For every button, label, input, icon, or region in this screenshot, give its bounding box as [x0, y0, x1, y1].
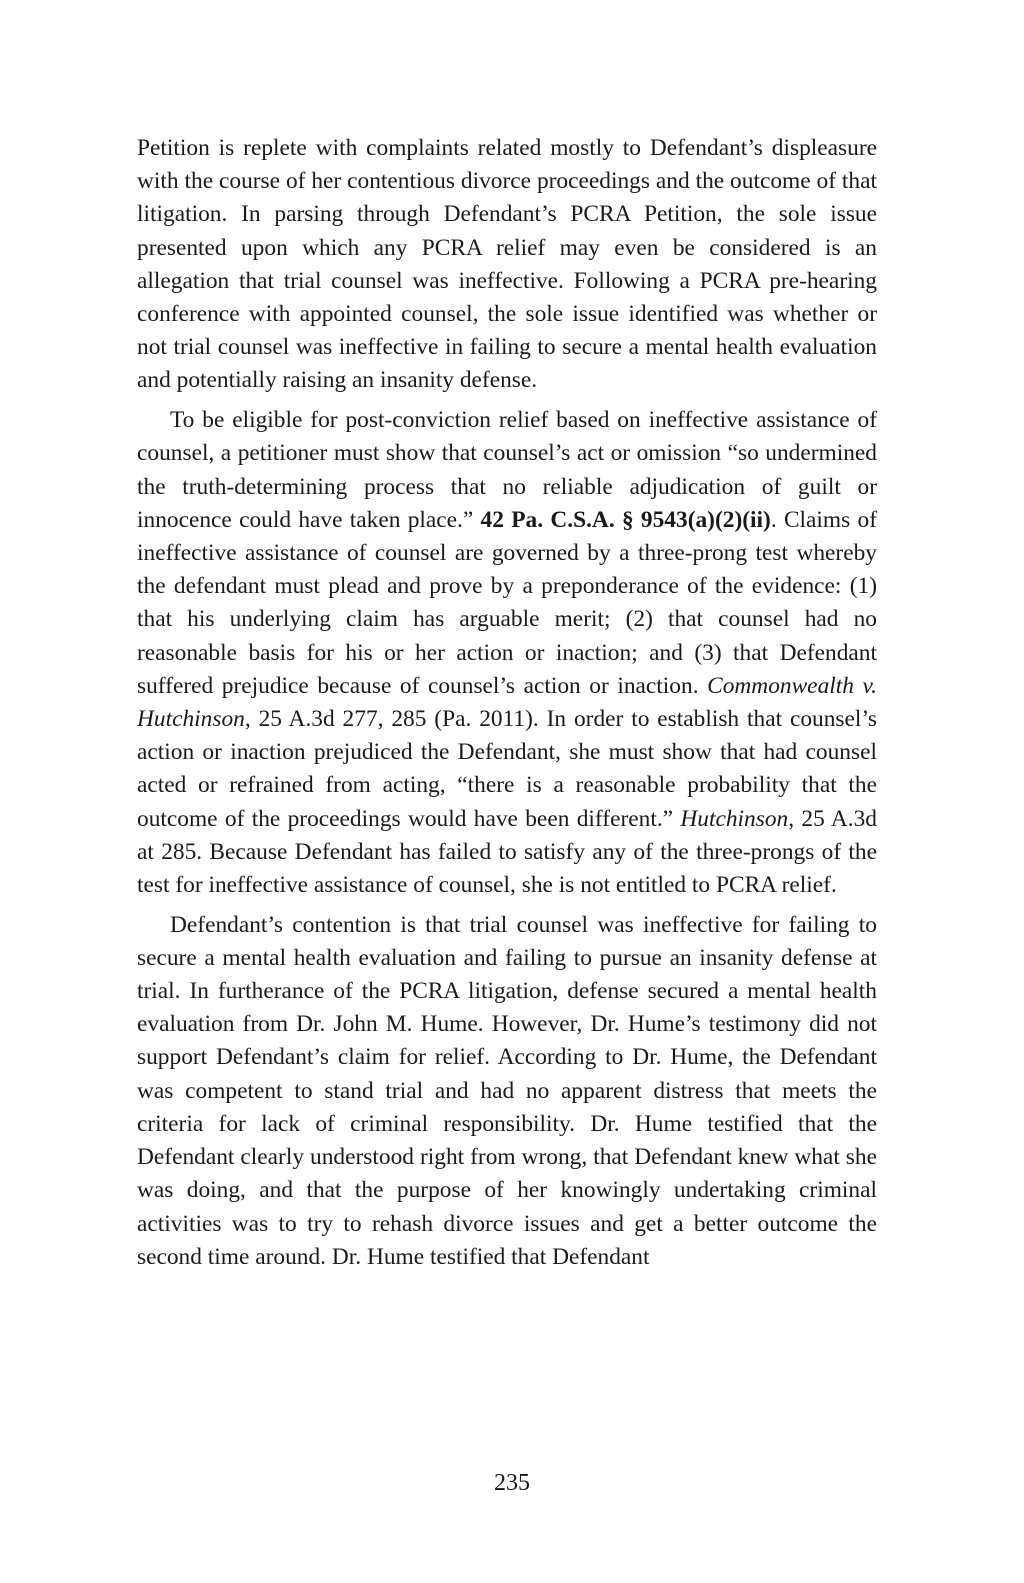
body-text	[137, 132, 877, 1280]
page-number: 235	[494, 1470, 530, 1496]
paragraph-3: Defendant’s contention is that trial counsel was ineffective for failing to secure a mental health evaluation and failing to pursue an insanity defense at trial. In furtherance of the PCRA litigation, defense secured a mental health evaluation from Dr. John M. Hume. However, Dr. Hume’s testimony did not support Defendant’s claim for relief. According to Dr. Hume, the Defendant was competent to stand trial and had no apparent distress that meets the criteria for lack of criminal responsibility. Dr. Hume testified that the Defendant clearly understood right from wrong, that Defendant knew what she was doing, and that the purpose of her knowingly undertaking criminal activities was to try to rehash divorce issues and get a better outcome the second time around. Dr. Hume testified that Defendant	[137, 911, 877, 1270]
paragraph-2-text-c: , 25 A.3d 277, 285 (Pa. 2011). In order to establish that counsel’s action or inaction prejudiced the Defendant, she must show that had counsel acted or refrained from acting, “there is a reasonable probability that the outcome of the proceedings would have been different.”	[137, 705, 877, 832]
case-short-citation: Hutchinson	[680, 805, 789, 832]
case-citation: Commonwealth v. Hutchinson	[137, 672, 878, 732]
paragraph-2	[137, 404, 877, 902]
statute-citation: 42 Pa. C.S.A. § 9543(a)(2)(ii)	[480, 506, 771, 533]
paragraph-2-text-d: , 25 A.3d at 285. Because Defendant has failed to satisfy any of the three-prongs of the test for ineffective assistance of counsel, she is not entitled to PCRA relief.	[137, 805, 877, 898]
paragraph-2-text-b: . Claims of ineffective assistance of counsel are governed by a three-prong test whereby the defendant must plead and prove by a preponderance of the evidence: (1) that his underlying claim has arguable merit; (2) that counsel had no reasonable basis for his or her action or inaction; and (3) that Defendant suffered prejudice because of counsel’s action or inaction.	[137, 506, 877, 699]
paragraph-2-text-a: To be eligible for post-conviction relief based on ineffective assistance of counsel, a petitioner must show that counsel’s act or omission “so undermined the truth-determining process that no reliable adjudication of guilt or innocence could have taken place.”	[137, 407, 877, 533]
paragraph-1: Petition is replete with complaints related mostly to Defendant’s displeasure with the course of her contentious divorce proceedings and the outcome of that litigation. In parsing through Defendant’s PCRA Petition, the sole issue presented upon which any PCRA relief may even be considered is an allegation that trial counsel was ineffective. Following a PCRA pre-hearing conference with appointed counsel, the sole issue identified was whether or not trial counsel was ineffective in failing to secure a mental health evaluation and potentially raising an insanity defense.	[137, 135, 877, 394]
